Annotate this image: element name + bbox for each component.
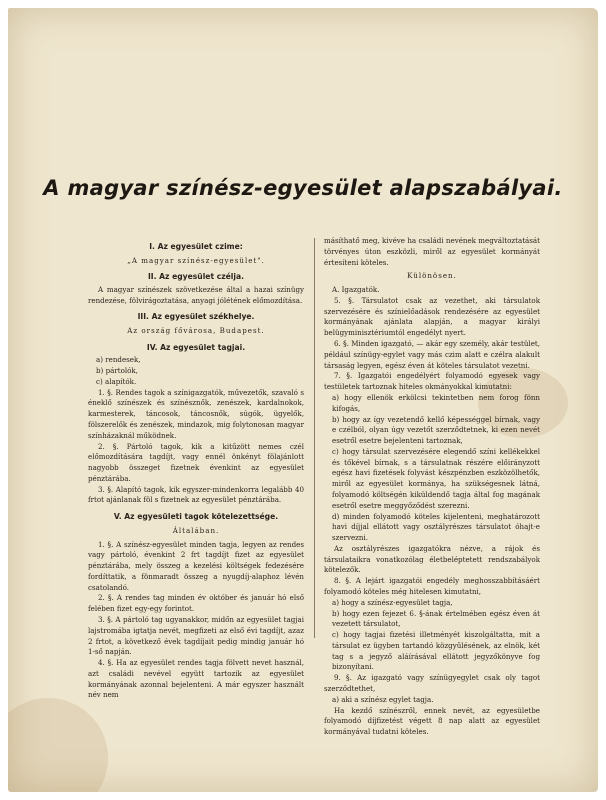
list-item: a) hogy a színész-egyesület tagja,	[332, 597, 453, 607]
list-item: c) hogy társulat szervezésére elegendő színi kellékekkel és tőkével bírnak, s a társulatnak részére előirányzott egész havi fizetések folyvást készpénzben eszközölhetők, miről az egyesület kormánya, ha szükségesnek látná, folyamodó költségén kiküldendő tagja által fog magának esetről esetre meggyőződést szerezni.	[332, 446, 540, 510]
list-item: c) alapítók.	[96, 376, 137, 386]
list-item: b) pártolók,	[96, 366, 138, 376]
section-heading: V. Az egyesületi tagok kötelezettsége.	[113, 512, 279, 522]
list-item: b) hogy ezen fejezet 6. §-ának értelmében egész éven át vezetett társulatot,	[332, 608, 540, 629]
list-item: d) minden folyamodó köteles kijelenteni, meghatározott havi díjjal ellátott vagy osztályrészes társulatot óhajt-e szervezni.	[332, 511, 540, 543]
section-heading: III. Az egyesület székhelye.	[137, 312, 255, 322]
paragraph: A magyar színészek szövetkezése által a hazai színügy rendezése, fölvirágoztatása, anyagi jólétének előmozdítása.	[88, 284, 304, 305]
paragraph: Általában.	[172, 525, 220, 535]
document-title: A magyar színész-egyesület alapszabályai.	[43, 176, 563, 200]
paragraph: Ha kezdő színészről, ennek nevét, az egyesületbe folyamodó díjfizetést végett 8 nap alatt az egyesület kormányával tudatni köteles.	[324, 705, 540, 737]
paragraph: „A magyar színész-egyesület".	[127, 255, 265, 265]
paragraph: 1. §. A színész-egyesület minden tagja, legyen az rendes vagy pártoló, évenkint 2 frt tagdíjt fizet az egyesület pénztárába, mely összeg a kezelési költségek fedezésére fordíttatik, a fönmaradt összeg a nyugdíj-alaphoz lévén csatolandó.	[88, 539, 304, 592]
left-column	[88, 236, 304, 701]
paragraph: 6. §. Minden igazgató, — akár egy személy, akár testület, például színügy-egylet vagy más czim alatt e czélra alakult társaság legyen, egész éven át köteles társulatot vezetni.	[324, 339, 540, 370]
list-item: a) rendesek,	[96, 355, 141, 365]
section-heading: II. Az egyesület czélja.	[147, 272, 245, 282]
paragraph: 5. §. Társulatot csak az vezethet, aki társulatok szervezésére és színielőadások rendezésére az egyesület kormányának ajánlata alapján, a magyar királyi belügyminisztériumtól engedélyt nyert.	[324, 295, 540, 338]
section-heading: IV. Az egyesület tagjai.	[146, 342, 246, 352]
section-heading: I. Az egyesület czime:	[149, 242, 243, 251]
paragraph: másíthatő meg, kivéve ha családi nevének megváltoztatását törvényes úton eszközli, miről az egyesület kormányát értesíteni köteles.	[324, 236, 540, 267]
paragraph: 4. §. Ha az egyesület rendes tagja fölvett nevet használ, azt családi nevével együtt tartozik az egyesület kormányának azonnal bejelenteni. A már egyszer használt név nem	[88, 658, 304, 700]
paragraph: 1. §. Rendes tagok a színigazgatók, művezetők, szavaló s éneklő színészek és színésznők, zenészek, kardalnokok, karmesterek, táncosok, táncosnők, súgók, ügyelők, fölszerelők és zenészek, mindazok, mig folytonosan magyar színházaknál működnek.	[88, 387, 304, 440]
paragraph: 9. §. Az igazgató vagy színügyegylet csak oly tagot szerződtethet,	[324, 673, 540, 694]
paragraph: 3. §. A pártoló tag ugyanakkor, midőn az egyesület tagjai lajstromába igtatja nevét, megfizeti az első évi tagdíjt, azaz 2 frtot, a következő évek tagdíjait pedig mindig január hó 1-ső napján.	[88, 614, 304, 657]
list-item: a) aki a színész egylet tagja.	[332, 694, 434, 704]
paragraph: Az ország fővárosa, Budapest.	[127, 325, 265, 335]
column-divider	[314, 238, 315, 638]
list-item: c) hogy tagjai fizetési illetményét kiszolgáltatta, mit a társulat ez ügyben tartandó közgyűlésének, az elnök, két tag s a jegyző aláírásával ellátott jegyzőkönyve fog bizonyítani.	[332, 630, 540, 672]
list-item: b) hogy az így vezetendő kellő képességgel bírnak, vagy e czélból, olyan úgy vezetőt szerződtetnek, ki ezen nevét esetről esetre bejelenteni tartoznak,	[332, 414, 540, 446]
paragraph: 2. §. Pártoló tagok, kik a kitűzött nemes czél előmozdítására tagdíjt, vagy ennél önkényt fölajánlott nagyobb összeget fizetnek évenkint az egyesület pénztárába.	[88, 441, 304, 483]
paragraph: 3. §. Alapító tagok, kik egyszer-mindenkorra legalább 40 frtot ajánlanak föl s fizetnek az egyesület pénztárába.	[88, 484, 304, 505]
paper-stain	[8, 698, 108, 792]
paragraph: 7. §. Igazgatói engedélyért folyamodó egyesek vagy testületek tartoznak hiteles okmányokkal kimutatni:	[324, 371, 540, 392]
right-column	[324, 236, 540, 738]
paragraph: Az osztályrészes igazgatókra nézve, a rájok és társulataikra vonatkozólag életbeléptetett rendszabályok kötelezők.	[324, 543, 540, 575]
document-sheet	[8, 8, 598, 792]
list-item: A. Igazgatók.	[332, 285, 380, 295]
paragraph: Különösen.	[407, 271, 457, 281]
paragraph: 2. §. A rendes tag minden év október és január hó első felében fizet egy-egy forintot.	[88, 593, 304, 614]
paragraph: 8. §. A lejárt igazgatói engedély meghosszabbításáért folyamodó köteles még hitelesen kimutatni,	[324, 576, 540, 596]
list-item: a) hogy ellenök erkölcsi tekintetben nem forog fönn kifogás,	[332, 392, 540, 413]
